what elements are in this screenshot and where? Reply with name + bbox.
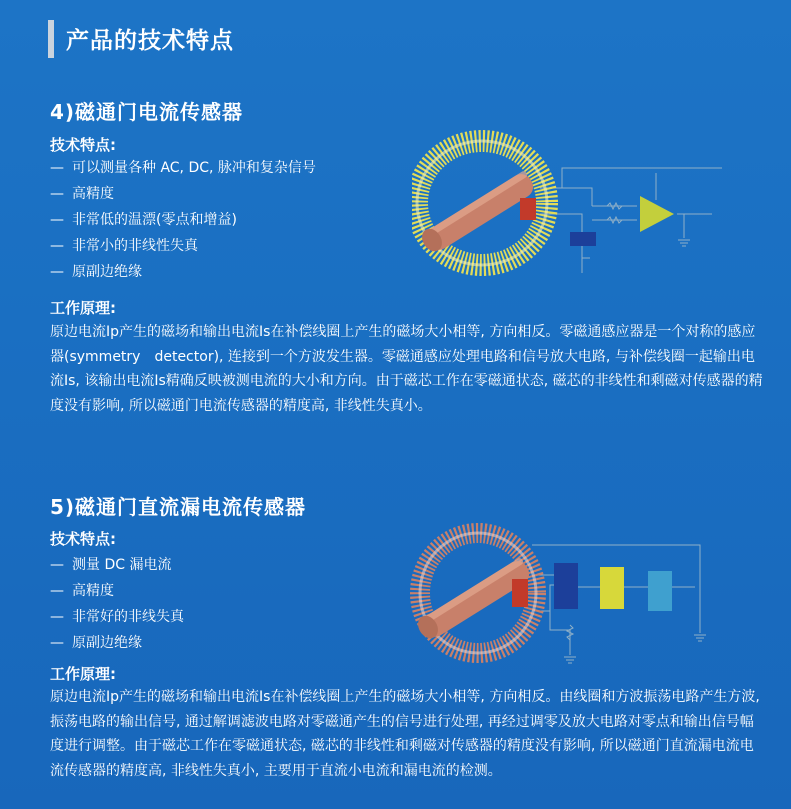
list-item: — 测量 DC 漏电流 [50, 557, 172, 573]
features-heading: 技术特点: [50, 136, 116, 154]
principle-paragraph: 原边电流Ip产生的磁场和输出电流Is在补偿线圈上产生的磁场大小相等, 方向相反。由线圈和方波振荡电路产生方波, 振荡电路的输出信号, 通过解调滤波电路对零磁通产生的信号进行处理, 再经过调零及放大电路对零点和输出信号幅度进行调整。由于磁芯工作在零磁通状态, 磁芯的非线性和剩磁对传感器的精度没有影响, 所以磁通门直流漏电流电流传感器的精度高, 非线性失真小, 主要用于直流小电流和漏电流的检测。 [50, 689, 760, 779]
page-title: 产品的技术特点 [66, 28, 234, 54]
amplifier-block [648, 571, 672, 611]
wiring [540, 168, 722, 273]
amplifier-symbol [640, 196, 674, 232]
principle-heading: 工作原理: [50, 665, 116, 683]
dash-icon: — [50, 212, 64, 228]
sense-coil [520, 198, 536, 220]
dash-icon: — [50, 635, 64, 651]
list-item: — 原副边绝缘 [50, 264, 142, 280]
feature-list [50, 555, 184, 659]
list-item: — 高精度 [50, 186, 114, 202]
list-item: — 非常小的非线性失真 [50, 238, 198, 254]
dash-icon: — [50, 557, 64, 573]
list-item: — 原副边绝缘 [50, 635, 142, 651]
sense-coil [512, 579, 528, 607]
demodulator-block [600, 567, 624, 609]
ground-symbol [678, 240, 690, 246]
list-item: — 可以测量各种 AC, DC, 脉冲和复杂信号 [50, 160, 316, 176]
section-title-fluxgate-dc-leakage-sensor: 5)磁通门直流漏电流传感器 [50, 495, 307, 519]
detector-block [570, 232, 596, 246]
dash-icon: — [50, 583, 64, 599]
dash-icon: — [50, 160, 64, 176]
fluxgate-sensor-diagram [412, 128, 732, 278]
dash-icon: — [50, 238, 64, 254]
feature-list [50, 158, 316, 288]
section-title-fluxgate-current-sensor: 4)磁通门电流传感器 [50, 100, 244, 124]
features-heading: 技术特点: [50, 530, 116, 548]
fluxgate-leakage-sensor-diagram [410, 515, 730, 675]
list-item: — 高精度 [50, 583, 114, 599]
oscillator-block [554, 563, 578, 609]
dash-icon: — [50, 609, 64, 625]
ground-symbol [564, 635, 706, 663]
principle-heading: 工作原理: [50, 299, 116, 317]
dash-icon: — [50, 186, 64, 202]
list-item: — 非常好的非线失真 [50, 609, 184, 625]
list-item: — 非常低的温漂(零点和增益) [50, 212, 237, 228]
dash-icon: — [50, 264, 64, 280]
header-accent-bar [48, 20, 54, 58]
principle-paragraph: 原边电流Ip产生的磁场和输出电流Is在补偿线圈上产生的磁场大小相等, 方向相反。零磁通感应器是一个对称的感应器(symmetry detector), 连接到一个方波发生器。零磁通感应处理电路和信号放大电路, 与补偿线圈一起输出电流Is, 该输出电流Is精确反映被测电流的大小和方向。由于磁芯工作在零磁通状态, 磁芯的非线性和剩磁对传感器的精度没有影响, 所以磁通门电流传感器的精度高, 非线性失真小。 [50, 324, 763, 414]
